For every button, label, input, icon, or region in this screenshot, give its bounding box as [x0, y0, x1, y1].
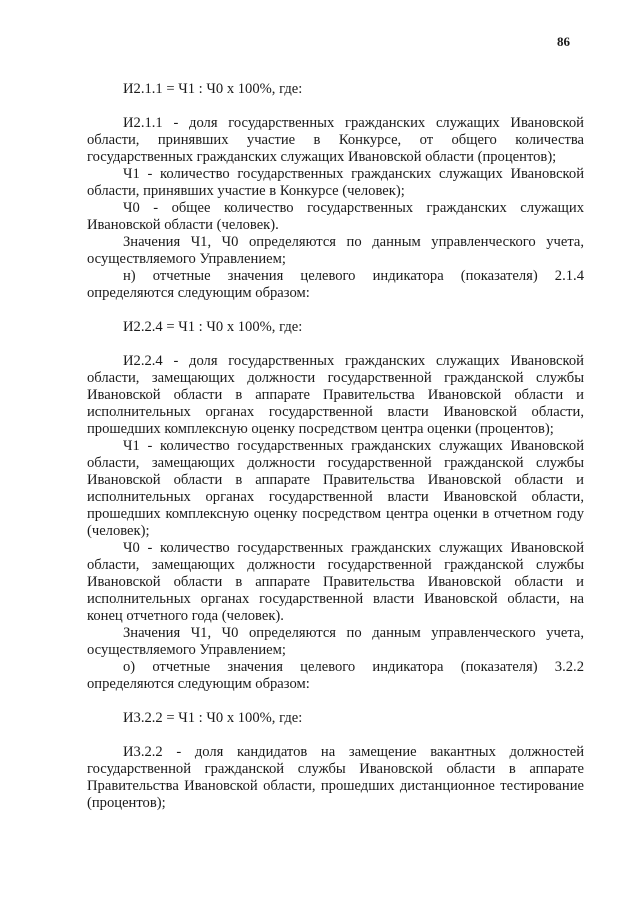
item-o: о) отчетные значения целевого индикатора (показателя) 3.2.2 определяются следующим образом: [87, 659, 584, 692]
definition-i224: И2.2.4 - доля государственных гражданских служащих Ивановской области, замещающих должности государственной гражданской службы Ивановской области в аппарате Правительства Ивановской области и исполнительных органах государственной власти Ивановской области, прошедших комплексную оценку посредством центра оценки (процентов); [87, 353, 584, 437]
definition-ch0-b: Ч0 - количество государственных гражданских служащих Ивановской области, замещающих должности государственной гражданской службы Ивановской области в аппарате Правительства Ивановской области и исполнительных органах государственной власти Ивановской области, на конец отчетного года (человек). [87, 540, 584, 624]
formula-i224: И2.2.4 = Ч1 : Ч0 х 100%, где: [123, 319, 303, 335]
definition-ch1-a: Ч1 - количество государственных гражданских служащих Ивановской области, принявших участие в Конкурсе (человек); [87, 166, 584, 199]
page-number: 86 [557, 34, 570, 49]
definition-ch0-a: Ч0 - общее количество государственных гражданских служащих Ивановской области (человек). [87, 200, 584, 233]
item-n: н) отчетные значения целевого индикатора (показателя) 2.1.4 определяются следующим образом: [87, 268, 584, 301]
definition-i211: И2.1.1 - доля государственных гражданских служащих Ивановской области, принявших участие в Конкурсе, от общего количества государственных гражданских служащих Ивановской области (процентов); [87, 115, 584, 165]
formula-i322: И3.2.2 = Ч1 : Ч0 х 100%, где: [123, 710, 303, 726]
definition-i322: И3.2.2 - доля кандидатов на замещение вакантных должностей государственной гражданской службы Ивановской области в аппарате Правительства Ивановской области, прошедших дистанционное тестирование (процентов); [87, 744, 584, 811]
values-note-a: Значения Ч1, Ч0 определяются по данным управленческого учета, осуществляемого Управлением; [87, 234, 584, 267]
formula-i211: И2.1.1 = Ч1 : Ч0 х 100%, где: [123, 81, 303, 97]
document-body [87, 81, 584, 812]
values-note-b: Значения Ч1, Ч0 определяются по данным управленческого учета, осуществляемого Управлением; [87, 625, 584, 658]
definition-ch1-b: Ч1 - количество государственных гражданских служащих Ивановской области, замещающих должности государственной гражданской службы Ивановской области в аппарате Правительства Ивановской области и исполнительных органах государственной власти Ивановской области, прошедших комплексную оценку посредством центра оценки в отчетном году (человек); [87, 438, 584, 539]
